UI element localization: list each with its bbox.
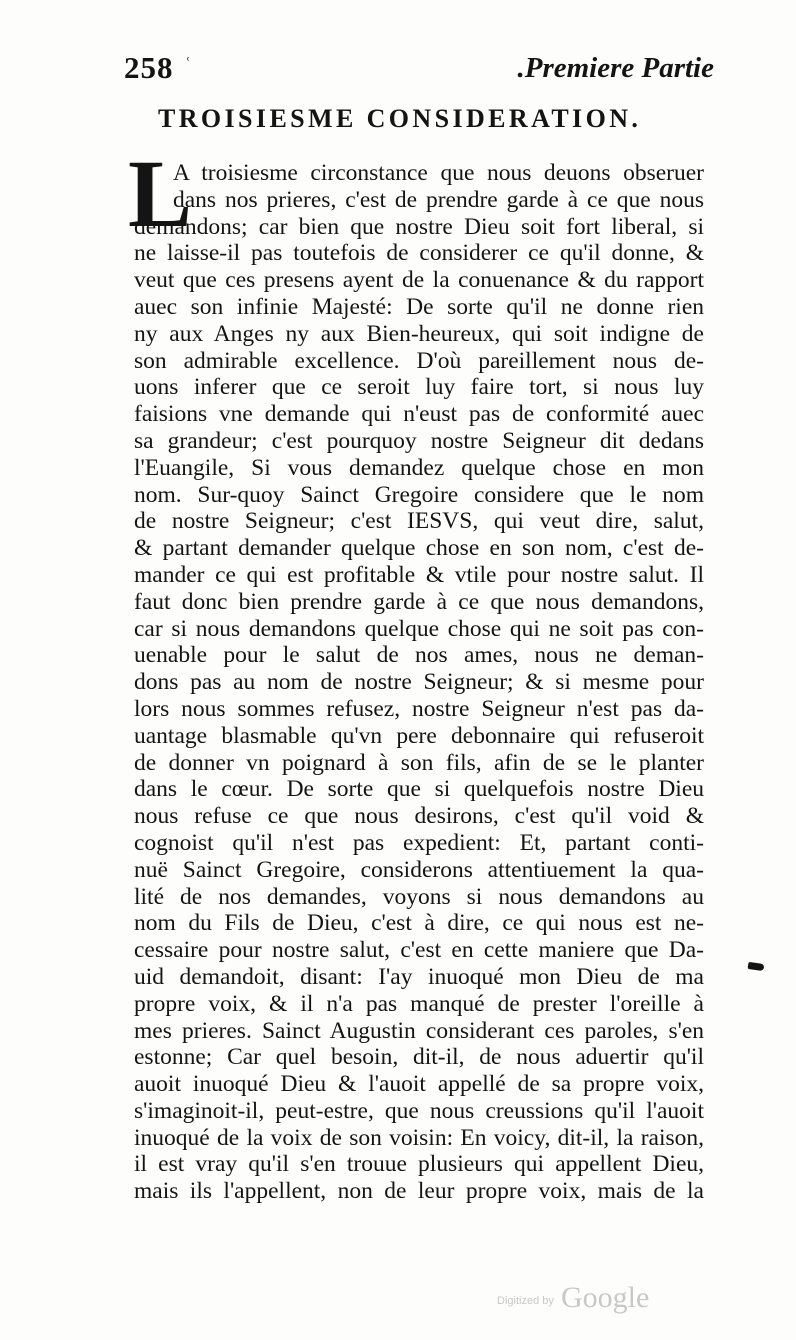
- text-line: l'Euangile, Si vous demandez quelque chose en mon: [134, 454, 704, 481]
- text-line: mander ce qui est profitable & vtile pour nostre salut. Il: [134, 561, 704, 588]
- text-line: uenable pour le salut de nos ames, nous ne deman-: [134, 642, 704, 669]
- text-line: & partant demander quelque chose en son nom, c'est de-: [134, 535, 704, 562]
- text-line: il est vray qu'il s'en trouue plusieurs qui appellent Dieu,: [134, 1151, 704, 1178]
- text-line: nous refuse ce que nous desirons, c'est qu'il void &: [134, 803, 704, 830]
- text-line: auec son infinie Majesté: De sorte qu'il ne donne rien: [134, 293, 704, 320]
- section-heading: TROISIESME CONSIDERATION.: [158, 104, 642, 133]
- text-line: ne laisse-il pas toutefois de considerer ce qu'il donne, &: [134, 240, 704, 267]
- drop-cap: L: [128, 140, 193, 247]
- running-head: [124, 50, 714, 90]
- text-line: faisions vne demande qui n'eust pas de conformité auec: [134, 401, 704, 428]
- text-line: auoit inuoqué Dieu & l'auoit appellé de sa propre voix,: [134, 1071, 704, 1098]
- digitized-watermark: [497, 1281, 677, 1317]
- text-line: cessaire pour nostre salut, c'est en cette maniere que Da-: [134, 937, 704, 964]
- page-number: 258: [124, 50, 174, 85]
- text-line: propre voix, & il n'a pas manqué de prester l'oreille à: [134, 990, 704, 1017]
- text-line: A troisiesme circonstance que nous deuons obseruer: [173, 160, 704, 186]
- text-line: veut que ces presens ayent de la conuenance & du rapport: [134, 267, 704, 294]
- page-number-mark: ʿ: [185, 54, 191, 74]
- text-line: uons inferer que ce seroit luy faire tort, si nous luy: [134, 374, 704, 401]
- text-line: demandons; car bien que nostre Dieu soit fort liberal, si: [134, 213, 704, 240]
- watermark-brand: Google: [561, 1281, 650, 1314]
- text-line: cognoist qu'il n'est pas expedient: Et, partant conti-: [134, 829, 704, 856]
- text-line: lors nous sommes refusez, nostre Seigneur n'est pas da-: [134, 695, 704, 722]
- text-line: ny aux Anges ny aux Bien-heureux, qui soit indigne de: [134, 320, 704, 347]
- text-line: dans le cœur. De sorte que si quelquefois nostre Dieu: [134, 776, 704, 803]
- text-line: nuë Sainct Gregoire, considerons attentiuement la qua-: [134, 856, 704, 883]
- text-line: mes prieres. Sainct Augustin considerant ces paroles, s'en: [134, 1017, 704, 1044]
- text-line: dans nos prieres, c'est de prendre garde à ce que nous: [173, 186, 704, 213]
- text-line: dons pas au nom de nostre Seigneur; & si mesme pour: [134, 669, 704, 696]
- text-line: nom du Fils de Dieu, c'est à dire, ce qui nous est ne-: [134, 910, 704, 937]
- text-line: uid demandoit, disant: I'ay inuoqué mon Dieu de ma: [134, 963, 704, 990]
- margin-ink-mark: [748, 962, 765, 971]
- text-line: de nostre Seigneur; c'est IESVS, qui veut dire, salut,: [134, 508, 704, 535]
- watermark-prefix: Digitized by: [497, 1295, 554, 1307]
- body-text: [134, 160, 704, 1205]
- text-line: estonne; Car quel besoin, dit-il, de nous aduertir qu'il: [134, 1044, 704, 1071]
- text-line: uantage blasmable qu'vn pere debonnaire qui refuseroit: [134, 722, 704, 749]
- text-line: inuoqué de la voix de son voisin: En voicy, dit-il, la raison,: [134, 1124, 704, 1151]
- text-line: nom. Sur-quoy Sainct Gregoire considere que le nom: [134, 481, 704, 508]
- text-line: lité de nos demandes, voyons si nous demandons au: [134, 883, 704, 910]
- text-line: mais ils l'appellent, non de leur propre voix, mais de la: [134, 1178, 704, 1205]
- text-line: faut donc bien prendre garde à ce que nous demandons,: [134, 588, 704, 615]
- running-title: .Premiere Partie: [517, 52, 714, 84]
- text-line: s'imaginoit-il, peut-estre, que nous creussions qu'il l'auoit: [134, 1097, 704, 1124]
- text-line: de donner vn poignard à son fils, afin de se le planter: [134, 749, 704, 776]
- text-line: car si nous demandons quelque chose qui ne soit pas con-: [134, 615, 704, 642]
- text-line: son admirable excellence. D'où pareillement nous de-: [134, 347, 704, 374]
- text-line: sa grandeur; c'est pourquoy nostre Seigneur dit dedans: [134, 427, 704, 454]
